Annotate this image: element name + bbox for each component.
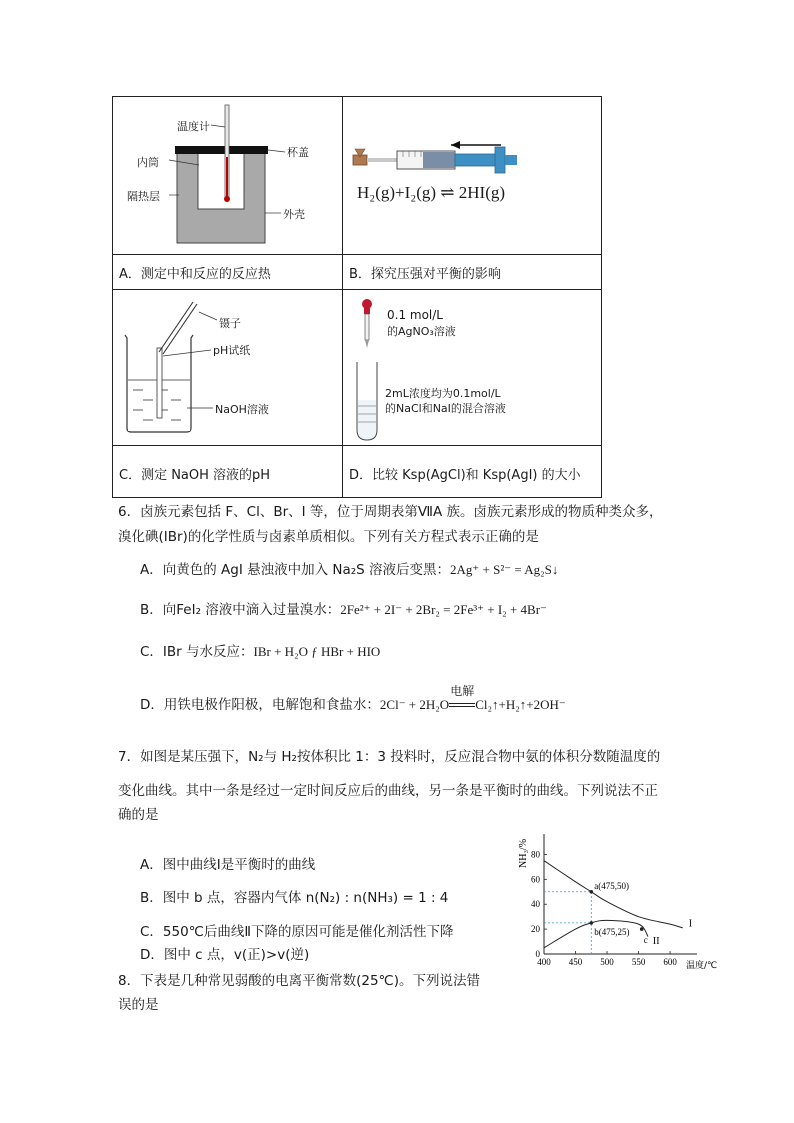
calorimeter-figure (113, 97, 342, 254)
chart-point-label: a(475,50) (594, 880, 630, 891)
label-inner-cup: 内筒 (137, 156, 159, 169)
label-insulation: 隔热层 (127, 190, 160, 203)
chart-point (589, 890, 593, 894)
label-tweezers: 镊子 (219, 317, 241, 330)
caption-d: D．比较 Ksp(AgCl)和 Ksp(AgI) 的大小 (349, 468, 581, 483)
chart-x-tick-label: 400 (537, 957, 551, 967)
beaker-figure (113, 290, 342, 445)
chart-y-axis-label: NH₃/% (518, 838, 529, 868)
label-outer-shell: 外壳 (283, 208, 305, 221)
experiment-table (112, 96, 602, 498)
chart-x-axis-label: 温度/℃ (686, 961, 718, 971)
q7-stem-line2: 变化曲线。其中一条是经过一定时间反应后的曲线，另一条是平衡时的曲线。下列说法不正 (118, 783, 658, 799)
q6-option-c (140, 643, 380, 661)
test-tube-figure (343, 290, 603, 445)
label-naoh: NaOH溶液 (215, 403, 269, 416)
caption-a: A．测定中和反应的反应热 (119, 267, 271, 282)
caption-b: B．探究压强对平衡的影响 (349, 267, 501, 282)
q6-option-d-eq-left: 2Cl⁻ + 2H₂O (379, 697, 450, 712)
q7-option-a: A．图中曲线Ⅰ是平衡时的曲线 (140, 857, 316, 873)
q7-option-d: D．图中 c 点，v(正)>v(逆) (140, 947, 310, 963)
label-agno3-conc: 0.1 mol/L (387, 308, 443, 322)
q7-stem-line1: 7．如图是某压强下，N₂与 H₂按体积比 1：3 投料时，反应混合物中氨的体积分数随温度的 (118, 749, 661, 765)
caption-c: C．测定 NaOH 溶液的pH (119, 468, 271, 483)
label-cup-lid: 杯盖 (287, 146, 309, 159)
q7-option-b: B．图中 b 点，容器内气体 n(N₂) : n(NH₃) = 1 : 4 (140, 890, 449, 906)
q8-stem-line2: 误的是 (118, 997, 159, 1013)
chart-curve-label: II (652, 936, 660, 948)
chart-curve-label: I (688, 918, 693, 930)
chart-point (589, 921, 593, 925)
q7-option-c: C．550℃后曲线Ⅱ下降的原因可能是催化剂活性下降 (140, 924, 454, 940)
chart-x-tick-label: 500 (600, 957, 614, 967)
q6-option-d-eq-right: Cl₂↑+H₂↑+2OH⁻ (475, 697, 566, 712)
chart-series-curve-1 (544, 861, 683, 928)
q6-option-c-text: C．IBr 与水反应： (140, 644, 254, 660)
q6-option-b (140, 601, 547, 619)
chart-y-tick-label: 40 (531, 899, 540, 910)
q6-option-b-equation: 2Fe²⁺ + 2I⁻ + 2Br₂ = 2Fe³⁺ + I₂ + 4Br⁻ (340, 602, 547, 617)
chart-y-tick-label: 20 (531, 924, 540, 935)
chart-x-tick-label: 600 (663, 957, 677, 967)
label-mix-conc: 2mL浓度均为0.1mol/L (385, 387, 501, 400)
chart-point-label: b(475,25) (594, 926, 630, 937)
label-mix: 的NaCl和NaI的混合溶液 (385, 402, 506, 415)
q6-option-d (140, 684, 566, 714)
q6-option-a-equation: 2Ag⁺ + S²⁻ = Ag₂S↓ (450, 562, 559, 577)
chart-x-tick-label: 450 (568, 957, 583, 967)
q6-stem-line2: 溴化碘(IBr)的化学性质与卤素单质相似。下列有关方程式表示正确的是 (118, 529, 539, 545)
equilibrium-equation: H₂(g)+I₂(g) ⇌ 2HI(g) (357, 183, 506, 202)
chart-y-tick-label: 60 (531, 874, 540, 885)
label-thermometer: 温度计 (177, 120, 210, 133)
nh3-fraction-chart (508, 826, 738, 974)
label-ph-paper: pH试纸 (213, 344, 251, 357)
q6-option-a-text: A．向黄色的 AgI 悬浊液中加入 Na₂S 溶液后变黑： (140, 562, 451, 578)
electrolysis-condition: 电解 (450, 684, 475, 698)
q6-option-b-text: B．向FeI₂ 溶液中滴入过量溴水： (140, 602, 341, 618)
syringe-figure (343, 97, 603, 254)
chart-x-tick-label: 550 (631, 957, 646, 967)
q6-option-d-text: D．用铁电极作阳极，电解饱和食盐水： (140, 697, 380, 713)
chart-point-label: c (643, 935, 648, 946)
chart-y-tick-label: 80 (531, 849, 540, 860)
label-agno3: 的AgNO₃溶液 (387, 325, 456, 338)
q6-option-c-equation: IBr + H₂O ƒ HBr + HIO (253, 644, 381, 659)
q6-option-a (140, 561, 558, 579)
q7-stem-line3: 确的是 (118, 807, 159, 823)
chart-point (640, 927, 644, 931)
chart-y-tick-label: 0 (535, 949, 540, 959)
electrolysis-arrow (449, 684, 475, 714)
q8-stem-line1: 8．下表是几种常见弱酸的电离平衡常数(25℃)。下列说法错 (118, 973, 480, 989)
q6-stem-line1: 6．卤族元素包括 F、Cl、Br、I 等，位于周期表第ⅦA 族。卤族元素形成的物质种类众多， (118, 504, 663, 520)
